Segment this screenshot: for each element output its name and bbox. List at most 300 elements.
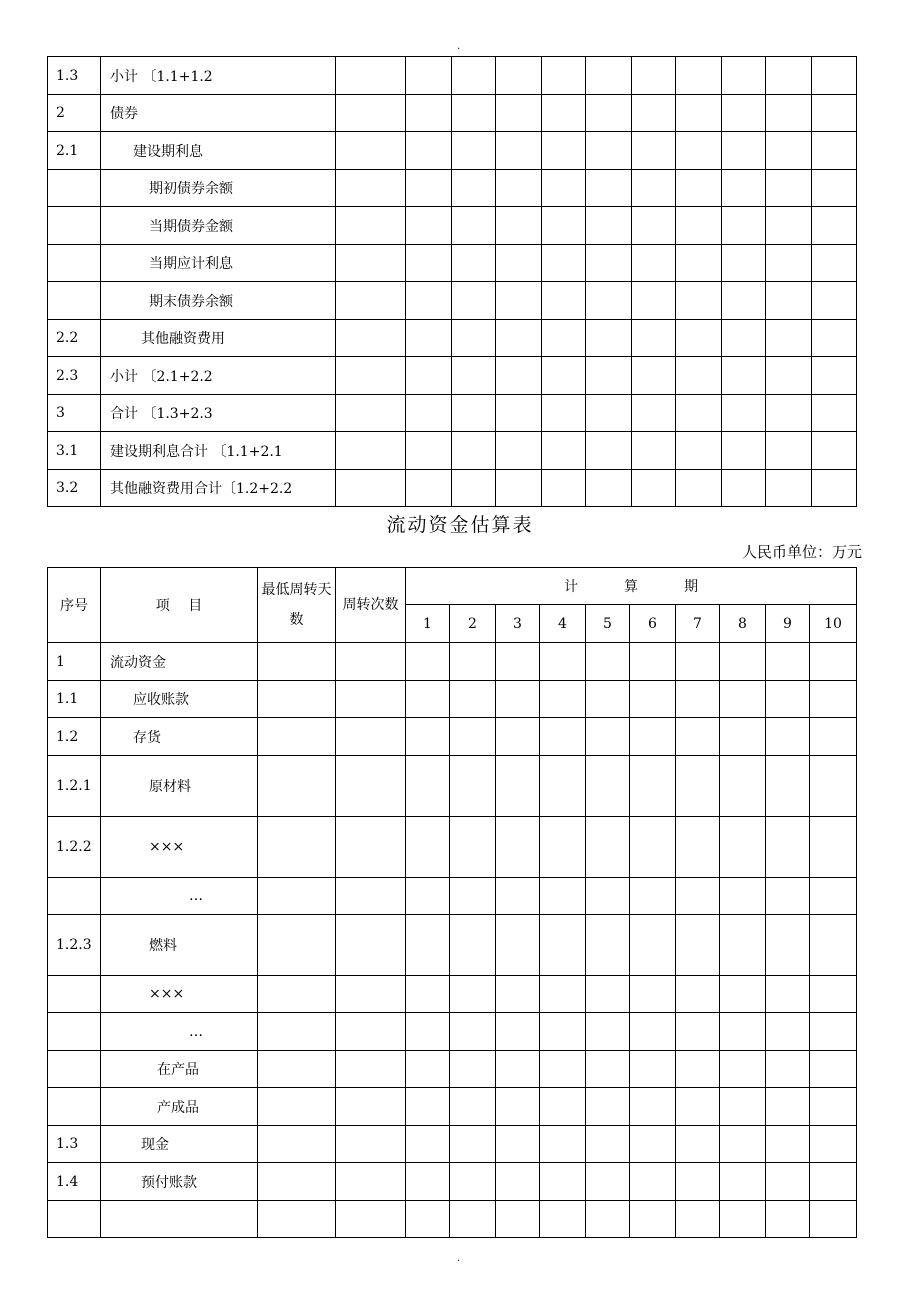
row-number: 1.2 xyxy=(48,718,101,756)
value-cell xyxy=(540,1051,586,1088)
value-cell xyxy=(452,207,496,245)
row-number: 1.2.1 xyxy=(48,756,101,817)
row-item: 预付账款 xyxy=(101,1163,258,1201)
value-cell xyxy=(766,817,810,878)
period-1: 1 xyxy=(406,605,450,643)
row-item: 产成品 xyxy=(101,1088,258,1126)
value-cell xyxy=(336,718,406,756)
value-cell xyxy=(586,320,632,357)
value-cell xyxy=(258,1013,336,1051)
value-cell xyxy=(406,1201,450,1238)
value-cell xyxy=(496,57,542,95)
value-cell xyxy=(586,756,630,817)
row-number: 2.3 xyxy=(48,357,101,395)
value-cell xyxy=(632,95,676,132)
table-row xyxy=(48,915,857,976)
value-cell xyxy=(676,57,722,95)
row-number: 1.2.2 xyxy=(48,817,101,878)
value-cell xyxy=(406,976,450,1013)
value-cell xyxy=(630,1163,676,1201)
period-4: 4 xyxy=(540,605,586,643)
value-cell xyxy=(720,878,766,915)
value-cell xyxy=(586,170,632,207)
period-10: 10 xyxy=(810,605,857,643)
value-cell xyxy=(676,756,720,817)
value-cell xyxy=(812,132,857,170)
value-cell xyxy=(450,1201,496,1238)
table-row xyxy=(48,878,857,915)
row-item: 当期债券金额 xyxy=(101,207,336,245)
value-cell xyxy=(722,320,766,357)
row-item: ××× xyxy=(101,817,258,878)
value-cell xyxy=(586,245,632,282)
value-cell xyxy=(586,432,632,470)
row-item: 债券 xyxy=(101,95,336,132)
value-cell xyxy=(496,320,542,357)
value-cell xyxy=(720,718,766,756)
row-number: 1 xyxy=(48,643,101,681)
value-cell xyxy=(722,57,766,95)
value-cell xyxy=(630,1126,676,1163)
value-cell xyxy=(406,132,452,170)
value-cell xyxy=(406,643,450,681)
value-cell xyxy=(812,470,857,507)
value-cell xyxy=(810,1013,857,1051)
value-cell xyxy=(542,57,586,95)
value-cell xyxy=(720,643,766,681)
value-cell xyxy=(542,320,586,357)
value-cell xyxy=(452,320,496,357)
value-cell xyxy=(632,320,676,357)
value-cell xyxy=(810,1051,857,1088)
value-cell xyxy=(630,1013,676,1051)
value-cell xyxy=(766,1013,810,1051)
value-cell xyxy=(336,470,406,507)
value-cell xyxy=(540,643,586,681)
value-cell xyxy=(336,878,406,915)
value-cell xyxy=(766,1201,810,1238)
row-item: 小计 〔1.1+1.2 xyxy=(101,57,336,95)
value-cell xyxy=(810,681,857,718)
value-cell xyxy=(722,432,766,470)
table-row xyxy=(48,470,857,507)
value-cell xyxy=(676,470,722,507)
value-cell xyxy=(496,95,542,132)
header-turnover: 周转次数 xyxy=(336,568,406,643)
value-cell xyxy=(720,1013,766,1051)
table-row xyxy=(48,718,857,756)
value-cell xyxy=(496,432,542,470)
value-cell xyxy=(810,1201,857,1238)
table-row xyxy=(48,1201,857,1238)
value-cell xyxy=(632,470,676,507)
value-cell xyxy=(496,1163,540,1201)
row-number: 1.2.3 xyxy=(48,915,101,976)
value-cell xyxy=(336,245,406,282)
value-cell xyxy=(630,718,676,756)
period-8: 8 xyxy=(720,605,766,643)
value-cell xyxy=(450,817,496,878)
value-cell xyxy=(630,1088,676,1126)
value-cell xyxy=(720,681,766,718)
value-cell xyxy=(406,245,452,282)
value-cell xyxy=(632,245,676,282)
value-cell xyxy=(540,915,586,976)
value-cell xyxy=(406,357,452,395)
value-cell xyxy=(676,878,720,915)
value-cell xyxy=(540,976,586,1013)
row-item: 燃料 xyxy=(101,915,258,976)
row-item: 期初债券余额 xyxy=(101,170,336,207)
table-row xyxy=(48,95,857,132)
value-cell xyxy=(336,756,406,817)
value-cell xyxy=(632,282,676,320)
table-row xyxy=(48,132,857,170)
value-cell xyxy=(766,1163,810,1201)
value-cell xyxy=(586,357,632,395)
table-row xyxy=(48,1051,857,1088)
value-cell xyxy=(676,245,722,282)
table-row xyxy=(48,170,857,207)
row-item: 应收账款 xyxy=(101,681,258,718)
value-cell xyxy=(496,1201,540,1238)
header-item: 项 目 xyxy=(101,568,258,643)
value-cell xyxy=(810,1163,857,1201)
value-cell xyxy=(766,320,812,357)
value-cell xyxy=(766,357,812,395)
value-cell xyxy=(632,207,676,245)
row-number: 1.3 xyxy=(48,57,101,95)
value-cell xyxy=(632,357,676,395)
row-number xyxy=(48,1013,101,1051)
value-cell xyxy=(336,643,406,681)
value-cell xyxy=(496,718,540,756)
value-cell xyxy=(766,282,812,320)
value-cell xyxy=(542,95,586,132)
value-cell xyxy=(452,432,496,470)
value-cell xyxy=(630,643,676,681)
value-cell xyxy=(258,643,336,681)
value-cell xyxy=(676,95,722,132)
value-cell xyxy=(720,756,766,817)
period-9: 9 xyxy=(766,605,810,643)
calc-char: 算 xyxy=(624,579,639,595)
value-cell xyxy=(258,1088,336,1126)
value-cell xyxy=(586,395,632,432)
value-cell xyxy=(452,395,496,432)
value-cell xyxy=(406,817,450,878)
value-cell xyxy=(542,432,586,470)
value-cell xyxy=(630,1051,676,1088)
value-cell xyxy=(676,132,722,170)
value-cell xyxy=(406,756,450,817)
value-cell xyxy=(630,915,676,976)
value-cell xyxy=(496,878,540,915)
period-7: 7 xyxy=(676,605,720,643)
value-cell xyxy=(258,1201,336,1238)
value-cell xyxy=(496,817,540,878)
value-cell xyxy=(586,95,632,132)
row-item: 建设期利息 xyxy=(101,132,336,170)
value-cell xyxy=(720,915,766,976)
table-row xyxy=(48,1013,857,1051)
row-number: 3 xyxy=(48,395,101,432)
value-cell xyxy=(810,756,857,817)
row-item: … xyxy=(101,1013,258,1051)
table-row xyxy=(48,976,857,1013)
value-cell xyxy=(586,1088,630,1126)
row-number xyxy=(48,170,101,207)
row-item: 流动资金 xyxy=(101,643,258,681)
value-cell xyxy=(496,1013,540,1051)
value-cell xyxy=(720,1126,766,1163)
value-cell xyxy=(720,976,766,1013)
value-cell xyxy=(450,756,496,817)
row-number xyxy=(48,1201,101,1238)
value-cell xyxy=(258,1163,336,1201)
table-row xyxy=(48,681,857,718)
value-cell xyxy=(720,1088,766,1126)
value-cell xyxy=(812,357,857,395)
value-cell xyxy=(336,207,406,245)
value-cell xyxy=(630,756,676,817)
value-cell xyxy=(630,878,676,915)
value-cell xyxy=(586,1051,630,1088)
value-cell xyxy=(676,681,720,718)
value-cell xyxy=(540,817,586,878)
row-number: 3.2 xyxy=(48,470,101,507)
row-item: 在产品 xyxy=(101,1051,258,1088)
table-row xyxy=(48,357,857,395)
table-row xyxy=(48,207,857,245)
currency-unit: 人民币单位：万元 xyxy=(741,543,862,561)
value-cell xyxy=(406,718,450,756)
value-cell xyxy=(676,1051,720,1088)
value-cell xyxy=(766,470,812,507)
value-cell xyxy=(676,1126,720,1163)
value-cell xyxy=(676,432,722,470)
value-cell xyxy=(632,170,676,207)
value-cell xyxy=(496,395,542,432)
value-cell xyxy=(720,1163,766,1201)
value-cell xyxy=(766,1051,810,1088)
table-row xyxy=(48,395,857,432)
value-cell xyxy=(586,470,632,507)
value-cell xyxy=(496,470,542,507)
value-cell xyxy=(542,395,586,432)
value-cell xyxy=(406,57,452,95)
value-cell xyxy=(676,643,720,681)
value-cell xyxy=(336,915,406,976)
value-cell xyxy=(496,282,542,320)
value-cell xyxy=(676,282,722,320)
value-cell xyxy=(676,170,722,207)
value-cell xyxy=(586,878,630,915)
value-cell xyxy=(542,282,586,320)
value-cell xyxy=(722,282,766,320)
value-cell xyxy=(810,878,857,915)
value-cell xyxy=(450,718,496,756)
value-cell xyxy=(586,1013,630,1051)
value-cell xyxy=(632,395,676,432)
value-cell xyxy=(496,976,540,1013)
value-cell xyxy=(542,245,586,282)
value-cell xyxy=(258,756,336,817)
value-cell xyxy=(586,643,630,681)
value-cell xyxy=(812,170,857,207)
header-min-days: 最低周转天数 xyxy=(258,568,336,643)
value-cell xyxy=(720,1201,766,1238)
value-cell xyxy=(766,1126,810,1163)
value-cell xyxy=(766,976,810,1013)
value-cell xyxy=(722,395,766,432)
period-2: 2 xyxy=(450,605,496,643)
value-cell xyxy=(450,915,496,976)
value-cell xyxy=(676,207,722,245)
value-cell xyxy=(258,681,336,718)
header-row xyxy=(48,568,857,605)
value-cell xyxy=(722,170,766,207)
value-cell xyxy=(586,1126,630,1163)
row-number xyxy=(48,1088,101,1126)
value-cell xyxy=(586,817,630,878)
value-cell xyxy=(540,681,586,718)
value-cell xyxy=(258,1051,336,1088)
value-cell xyxy=(632,132,676,170)
table-row xyxy=(48,432,857,470)
value-cell xyxy=(406,915,450,976)
row-item: 期末债券余额 xyxy=(101,282,336,320)
row-number xyxy=(48,207,101,245)
row-number: 1.4 xyxy=(48,1163,101,1201)
value-cell xyxy=(676,1013,720,1051)
value-cell xyxy=(540,1013,586,1051)
value-cell xyxy=(812,395,857,432)
value-cell xyxy=(406,170,452,207)
working-capital-table xyxy=(47,567,857,1238)
table-row xyxy=(48,1126,857,1163)
value-cell xyxy=(676,817,720,878)
value-cell xyxy=(812,245,857,282)
value-cell xyxy=(630,681,676,718)
value-cell xyxy=(406,681,450,718)
value-cell xyxy=(766,878,810,915)
value-cell xyxy=(452,170,496,207)
value-cell xyxy=(586,207,632,245)
table-row xyxy=(48,643,857,681)
value-cell xyxy=(812,95,857,132)
row-item: 当期应计利息 xyxy=(101,245,336,282)
value-cell xyxy=(586,718,630,756)
value-cell xyxy=(496,170,542,207)
value-cell xyxy=(452,57,496,95)
value-cell xyxy=(542,170,586,207)
value-cell xyxy=(258,915,336,976)
value-cell xyxy=(336,1088,406,1126)
page-marker-top: . xyxy=(457,41,461,52)
row-item: 存货 xyxy=(101,718,258,756)
value-cell xyxy=(766,432,812,470)
value-cell xyxy=(542,207,586,245)
row-number xyxy=(48,976,101,1013)
value-cell xyxy=(766,915,810,976)
row-number xyxy=(48,878,101,915)
value-cell xyxy=(586,681,630,718)
value-cell xyxy=(676,320,722,357)
value-cell xyxy=(450,1126,496,1163)
value-cell xyxy=(452,245,496,282)
row-item: … xyxy=(101,878,258,915)
calc-char: 计 xyxy=(564,579,579,595)
value-cell xyxy=(722,207,766,245)
value-cell xyxy=(542,132,586,170)
value-cell xyxy=(676,1201,720,1238)
value-cell xyxy=(336,282,406,320)
value-cell xyxy=(406,1013,450,1051)
value-cell xyxy=(540,878,586,915)
row-item: ××× xyxy=(101,976,258,1013)
value-cell xyxy=(540,718,586,756)
page-marker-bottom: . xyxy=(457,1253,461,1264)
value-cell xyxy=(496,132,542,170)
period-6: 6 xyxy=(630,605,676,643)
value-cell xyxy=(766,132,812,170)
value-cell xyxy=(810,1126,857,1163)
row-item xyxy=(101,1201,258,1238)
value-cell xyxy=(406,470,452,507)
period-5: 5 xyxy=(586,605,630,643)
value-cell xyxy=(336,395,406,432)
value-cell xyxy=(406,878,450,915)
value-cell xyxy=(336,976,406,1013)
table-row xyxy=(48,1088,857,1126)
value-cell xyxy=(336,432,406,470)
value-cell xyxy=(336,357,406,395)
value-cell xyxy=(406,1088,450,1126)
value-cell xyxy=(766,245,812,282)
value-cell xyxy=(810,817,857,878)
value-cell xyxy=(542,357,586,395)
value-cell xyxy=(452,357,496,395)
value-cell xyxy=(630,976,676,1013)
row-number xyxy=(48,245,101,282)
table-title: 流动资金估算表 xyxy=(386,514,534,536)
value-cell xyxy=(452,282,496,320)
value-cell xyxy=(766,57,812,95)
value-cell xyxy=(496,756,540,817)
value-cell xyxy=(450,1013,496,1051)
value-cell xyxy=(676,915,720,976)
row-item: 小计 〔2.1+2.2 xyxy=(101,357,336,395)
value-cell xyxy=(450,1163,496,1201)
row-number: 1.1 xyxy=(48,681,101,718)
value-cell xyxy=(540,756,586,817)
value-cell xyxy=(336,1163,406,1201)
value-cell xyxy=(542,470,586,507)
row-item: 建设期利息合计 〔1.1+2.1 xyxy=(101,432,336,470)
row-item: 合计 〔1.3+2.3 xyxy=(101,395,336,432)
value-cell xyxy=(812,282,857,320)
value-cell xyxy=(406,1163,450,1201)
value-cell xyxy=(336,320,406,357)
header-calc-period xyxy=(406,568,857,605)
value-cell xyxy=(540,1088,586,1126)
value-cell xyxy=(676,357,722,395)
value-cell xyxy=(336,681,406,718)
value-cell xyxy=(450,1051,496,1088)
value-cell xyxy=(586,132,632,170)
value-cell xyxy=(766,95,812,132)
